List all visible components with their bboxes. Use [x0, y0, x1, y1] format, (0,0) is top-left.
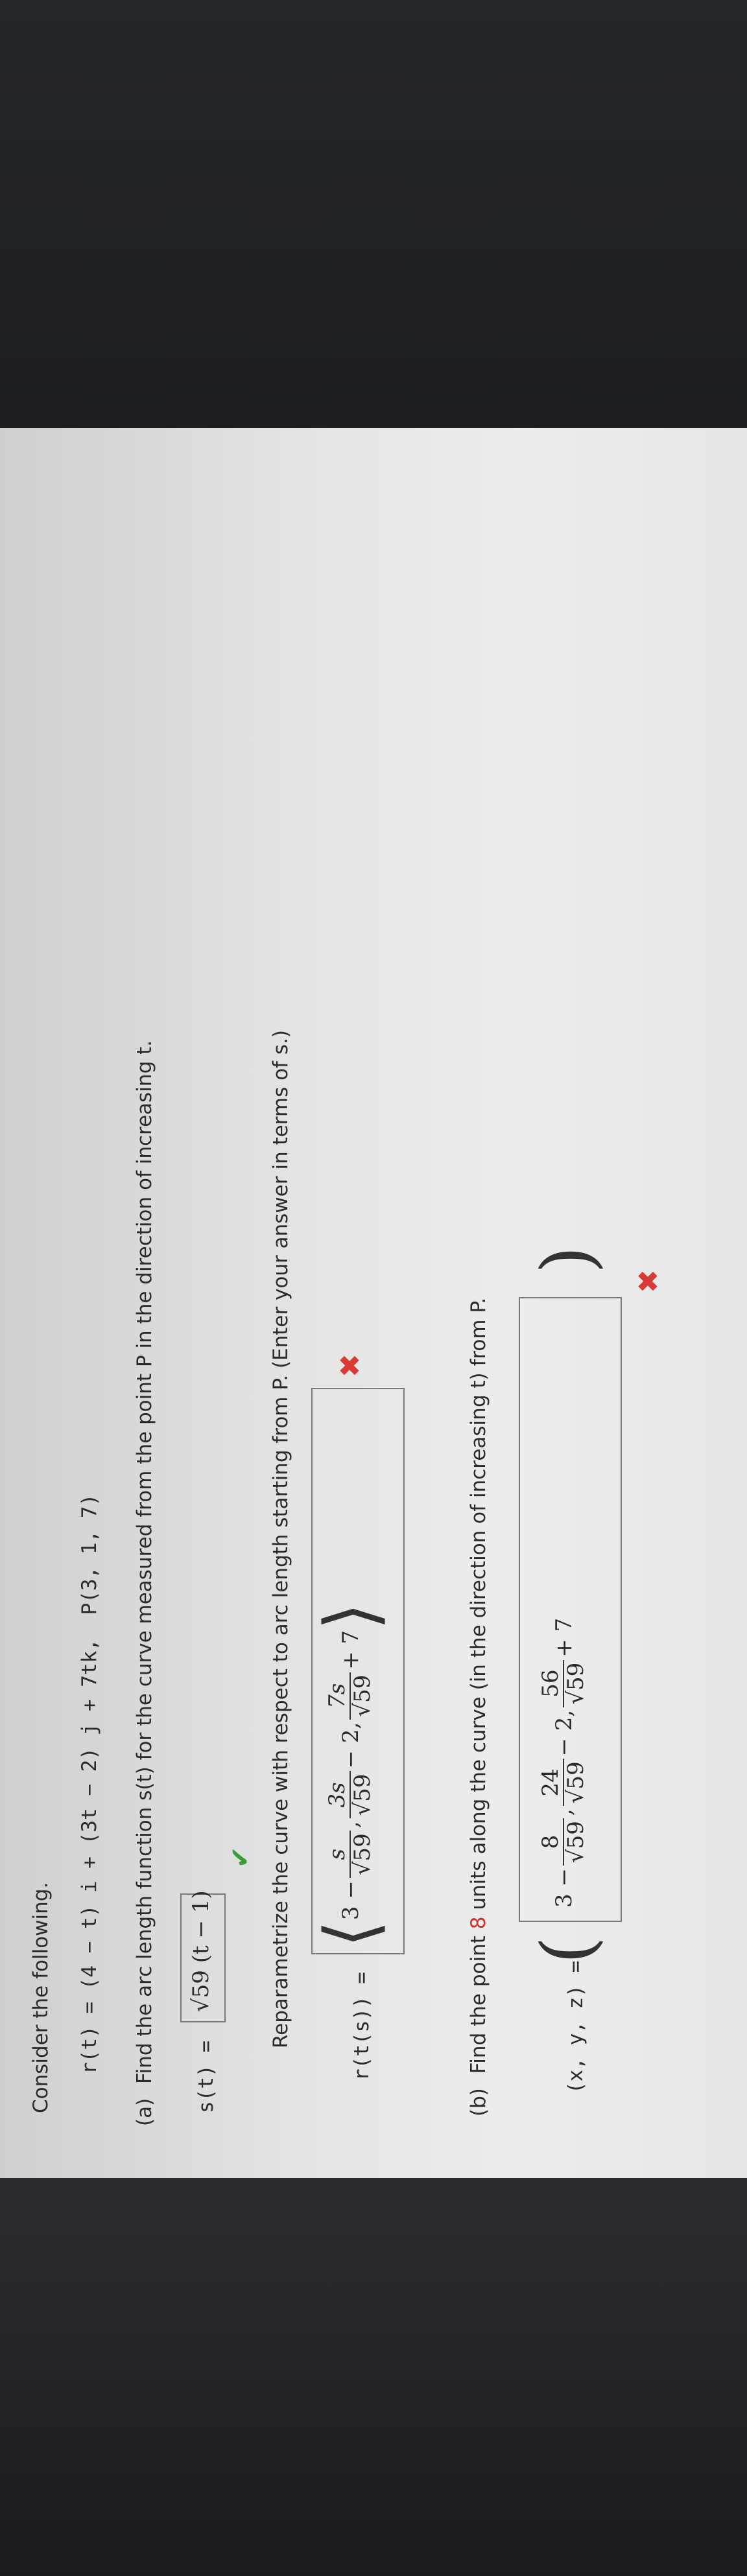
arc-length-answer-box[interactable] — [180, 1890, 226, 2022]
part-b-text-post: units along the curve (in the direction of increasing t) from P. — [467, 1297, 490, 1917]
reparam-answer-box[interactable] — [311, 1388, 405, 1954]
right-paren: ) — [526, 1246, 609, 1274]
part-a-text: Find the arc length function s(t) for the curve measured from the point P in the direction of increasing t. — [133, 1040, 156, 2084]
r-label: r(t) = — [78, 1989, 101, 2074]
comp1-den: √59 — [350, 1831, 375, 1878]
r-s-label: r(t(s)) = — [350, 1972, 374, 2081]
comp2-den: √59 — [350, 1771, 375, 1818]
incorrect-icon: ✖ — [334, 1353, 367, 1377]
r-j-part: (3t − 2) j + — [78, 1687, 101, 1845]
distance-value: 8 — [467, 1916, 490, 1930]
comp3-tail: + 7 — [338, 1630, 364, 1670]
xyz-label: (x, y, z) = — [564, 1960, 587, 2094]
comp1-num: s — [324, 1848, 351, 1860]
comp1-fraction — [326, 1831, 375, 1878]
left-paren: ( — [526, 1936, 609, 1964]
comp2-tail: − 2, — [338, 1722, 364, 1769]
b-comp1-num: 8 — [538, 1834, 563, 1849]
part-a-question — [133, 1040, 156, 2126]
comp3-den: √59 — [350, 1672, 375, 1720]
b-comp3-den: √59 — [563, 1660, 588, 1707]
part-a-label: (a) — [133, 2098, 156, 2126]
part-b-label: (b) — [467, 2088, 490, 2116]
intro-text: Consider the following. — [29, 1882, 53, 2113]
b-comp2-num: 24 — [538, 1768, 563, 1797]
b-comp2-den: √59 — [563, 1759, 588, 1806]
incorrect-icon-b: ✖ — [632, 1269, 665, 1293]
b-comp1-const: 3 − — [551, 1868, 577, 1908]
comp3-num: 7s — [324, 1683, 351, 1709]
question-sheet — [0, 428, 747, 2178]
reparam-prompt: Reparametrize the curve with respect to arc length starting from P. (Enter your answer in terms of s.) — [269, 1029, 292, 2048]
part-b-question — [467, 1298, 490, 2116]
b-comp2-fraction — [540, 1759, 588, 1806]
comp2-num: 3s — [324, 1782, 351, 1808]
given-point: P(3, 1, 7) — [78, 1493, 101, 1615]
b-comp2-tail: − 2, — [551, 1709, 577, 1757]
b-comp3-num: 56 — [538, 1669, 563, 1698]
part-b-text-pre: Find the point — [467, 1929, 490, 2074]
comp3-fraction — [326, 1672, 375, 1720]
reparam-answer: ⟨ 3 − s √59 , 3s √59 − 2, 7s √59 + 7 ⟩ — [309, 1602, 392, 1948]
check-icon: ✔ — [226, 1846, 255, 1868]
b-comp3-tail: + 7 — [551, 1617, 577, 1657]
rotated-content — [0, 428, 747, 2178]
right-angle: ⟩ — [309, 1602, 392, 1630]
background-bottom — [0, 2178, 747, 2576]
s-label: s(t) = — [195, 2041, 218, 2113]
comp2-fraction — [326, 1771, 375, 1818]
point-answer-box[interactable] — [519, 1297, 622, 1922]
point-answer: 3 − 8 √59 , 24 √59 − 2, 56 √59 + 7 — [538, 1617, 589, 1908]
b-comp1-den: √59 — [563, 1818, 588, 1866]
r-i-part: (4 − t) i + — [78, 1844, 101, 1990]
b-comp3-fraction — [540, 1660, 588, 1707]
left-angle: ⟨ — [309, 1920, 392, 1948]
b-comp1-fraction — [540, 1818, 588, 1866]
arc-length-answer: √59 (t − 1) — [188, 1890, 214, 2012]
comp1-const: 3 − — [338, 1880, 364, 1921]
vector-function — [78, 1494, 101, 2074]
r-k-part: 7tk, — [78, 1639, 101, 1687]
background-top — [0, 0, 747, 428]
